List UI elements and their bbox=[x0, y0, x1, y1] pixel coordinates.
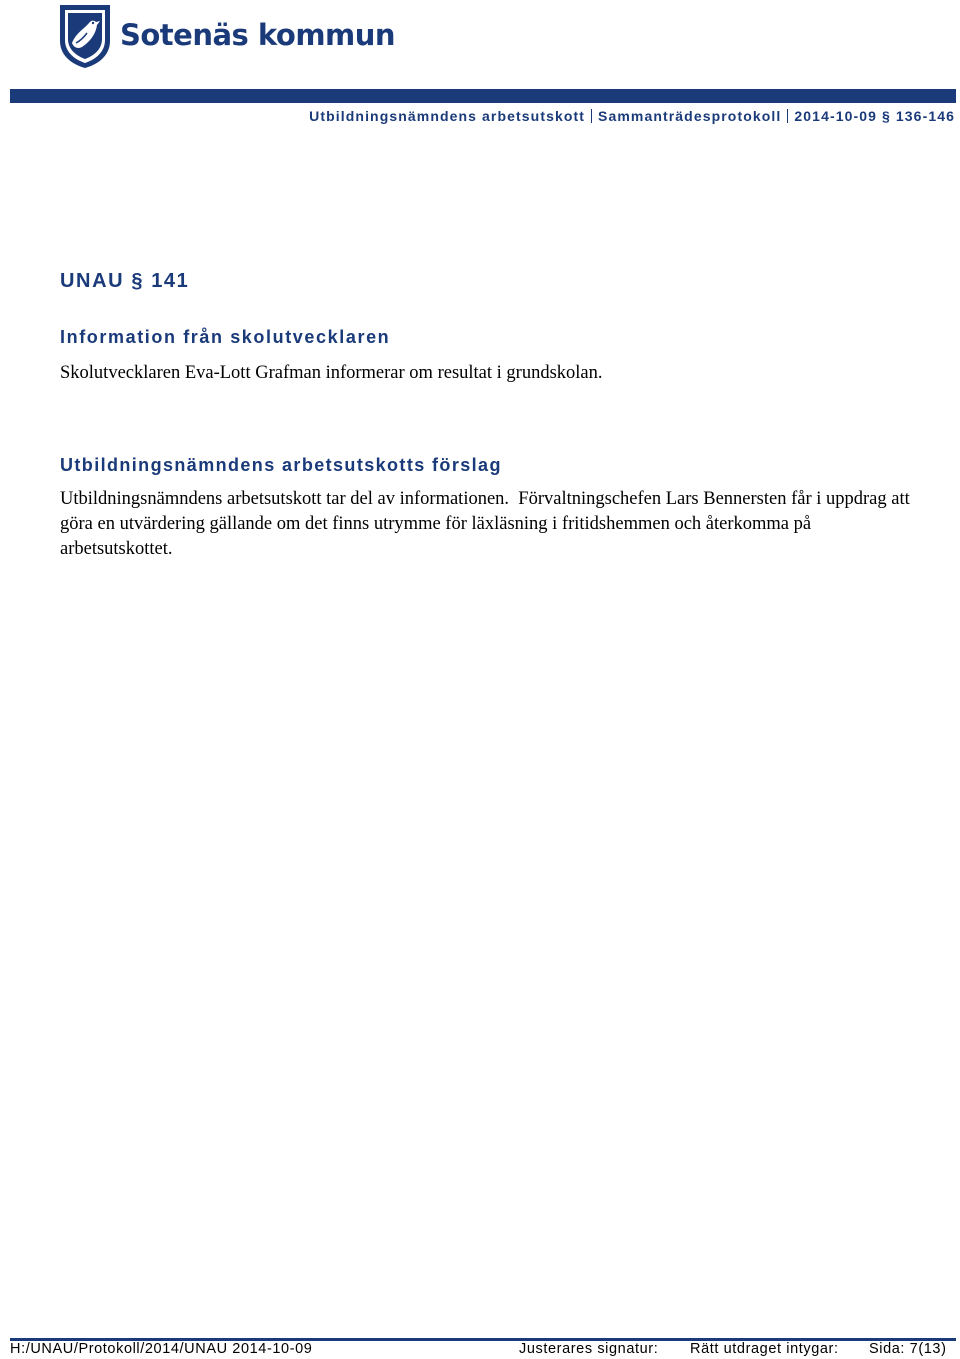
logo-text: Sotenäs kommun bbox=[120, 18, 396, 52]
running-head bbox=[0, 108, 955, 124]
logo bbox=[58, 3, 395, 69]
intro-paragraph: Skolutvecklaren Eva-Lott Grafman informerar om resultat i grundskolan. bbox=[60, 363, 603, 383]
document-type: Sammanträdesprotokoll bbox=[598, 108, 782, 124]
divider bbox=[787, 109, 788, 123]
section-heading: Information från skolutvecklaren bbox=[60, 327, 391, 347]
committee-name: Utbildningsnämndens arbetsutskott bbox=[309, 108, 586, 124]
header-bar bbox=[10, 89, 956, 103]
proposal-heading: Utbildningsnämndens arbetsutskotts förslag bbox=[60, 455, 502, 475]
municipal-shield-bird-icon bbox=[58, 3, 112, 69]
certified-label: Rätt utdraget intygar: bbox=[690, 1341, 839, 1357]
divider bbox=[591, 109, 592, 123]
footer-path: H:/UNAU/Protokoll/2014/UNAU 2014-10-09 bbox=[10, 1341, 313, 1357]
paragraph-number: UNAU § 141 bbox=[60, 270, 190, 292]
meeting-date: 2014-10-09 bbox=[794, 108, 878, 124]
paragraph-range: § 136-146 bbox=[882, 108, 955, 124]
signature-label: Justerares signatur: bbox=[519, 1341, 659, 1357]
page-number: Sida: 7(13) bbox=[869, 1341, 947, 1357]
proposal-paragraph: Utbildningsnämndens arbetsutskott tar del av informationen. Förvaltningschefen Lars Bennersten får i uppdrag att göra en utvärdering gällande om det finns utrymme för läxläsning i fritidshemmen och återkomma på arbetsutskottet. bbox=[60, 489, 915, 559]
